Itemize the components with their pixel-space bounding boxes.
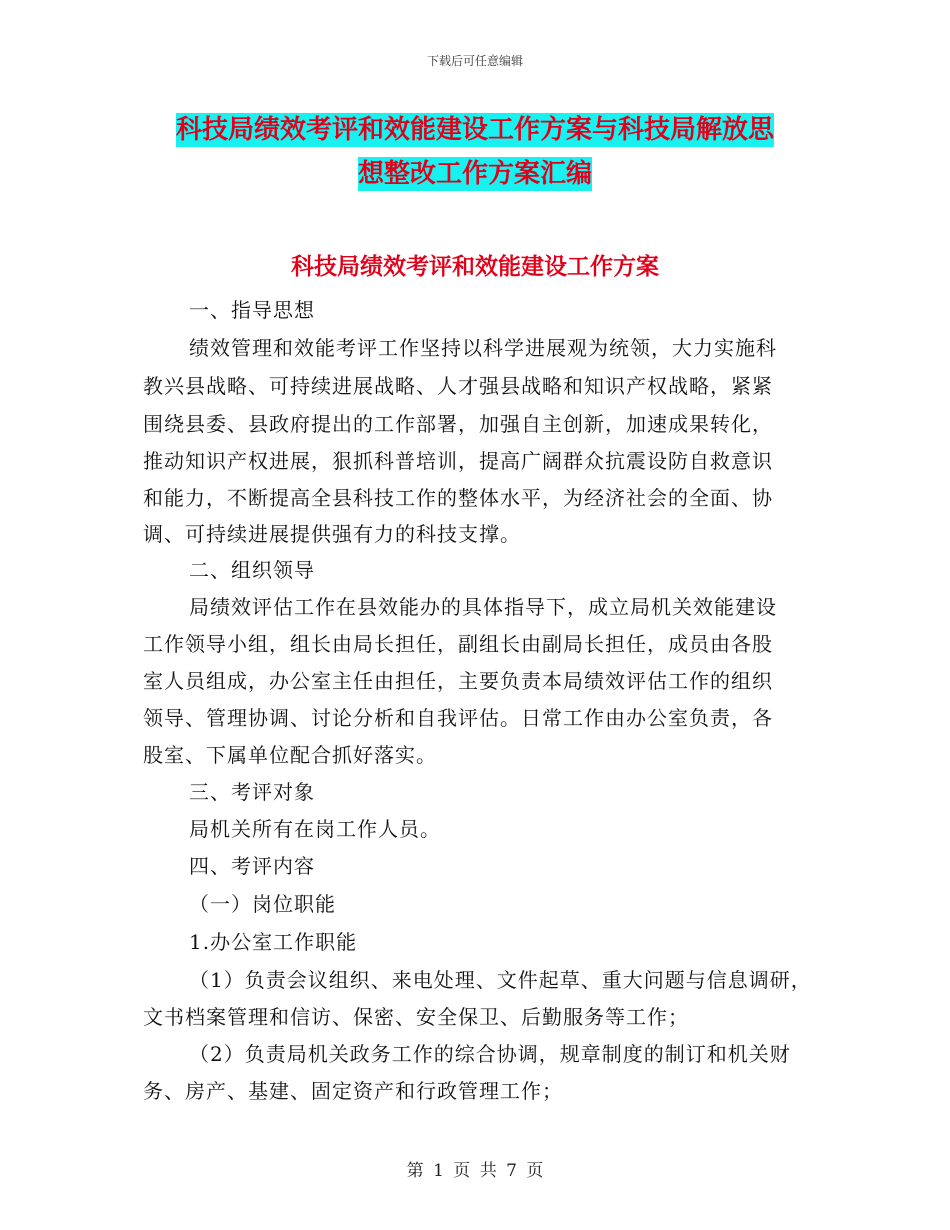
paragraph-line: 和能力，不断提高全县科技工作的整体水平，为经济社会的全面、协 — [143, 486, 773, 510]
subheading-job-functions: （一）岗位职能 — [189, 892, 336, 916]
paragraph-line: 局绩效评估工作在县效能办的具体指导下，成立局机关效能建设 — [189, 595, 777, 619]
heading-guiding-ideology: 一、指导思想 — [189, 298, 315, 322]
paragraph-line: 股室、下属单位配合抓好落实。 — [143, 743, 437, 767]
list-item-line: 务、房产、基建、固定资产和行政管理工作； — [143, 1079, 563, 1103]
paragraph-line: 教兴县战略、可持续进展战略、人才强县战略和知识产权战略，紧紧 — [143, 374, 773, 398]
main-title-line-1-text: 科技局绩效考评和效能建设工作方案与科技局解放思 — [175, 115, 774, 145]
paragraph-line: 绩效管理和效能考评工作坚持以科学进展观为统领，大力实施科 — [189, 336, 777, 360]
list-item-line: （2）负责局机关政务工作的综合协调，规章制度的制订和机关财 — [189, 1042, 791, 1066]
heading-organization: 二、组织领导 — [189, 558, 315, 582]
subheading-office-functions: 1.办公室工作职能 — [189, 930, 358, 954]
main-title-line-2 — [0, 157, 950, 191]
paragraph-line: 室人员组成，办公室主任由担任，主要负责本局绩效评估工作的组织 — [143, 669, 773, 693]
section-title: 科技局绩效考评和效能建设工作方案 — [291, 254, 659, 280]
list-item-line: （1）负责会议组织、来电处理、文件起草、重大问题与信息调研， — [189, 968, 812, 992]
main-title-line-2-text: 想整改工作方案汇编 — [357, 159, 592, 189]
paragraph-line: 围绕县委、县政府提出的工作部署，加强自主创新，加速成果转化， — [143, 412, 773, 436]
header-note: 下载后可任意编辑 — [426, 54, 523, 68]
list-item-line: 文书档案管理和信访、保密、安全保卫、后勤服务等工作； — [143, 1005, 689, 1029]
paragraph-line: 调、可持续进展提供强有力的科技支撑。 — [143, 522, 521, 546]
paragraph-line: 局机关所有在岗工作人员。 — [189, 817, 441, 841]
paragraph-line: 工作领导小组，组长由局长担任，副组长由副局长担任，成员由各股 — [143, 632, 773, 656]
heading-evaluation-content: 四、考评内容 — [189, 854, 315, 878]
page-footer: 第 1 页 共 7 页 — [406, 1161, 544, 1181]
paragraph-line: 推动知识产权进展，狠抓科普培训，提高广阔群众抗震设防自救意识 — [143, 449, 773, 473]
main-title-line-1 — [0, 113, 950, 147]
heading-evaluation-target: 三、考评对象 — [189, 780, 315, 804]
paragraph-line: 领导、管理协调、讨论分析和自我评估。日常工作由办公室负责，各 — [143, 706, 773, 730]
